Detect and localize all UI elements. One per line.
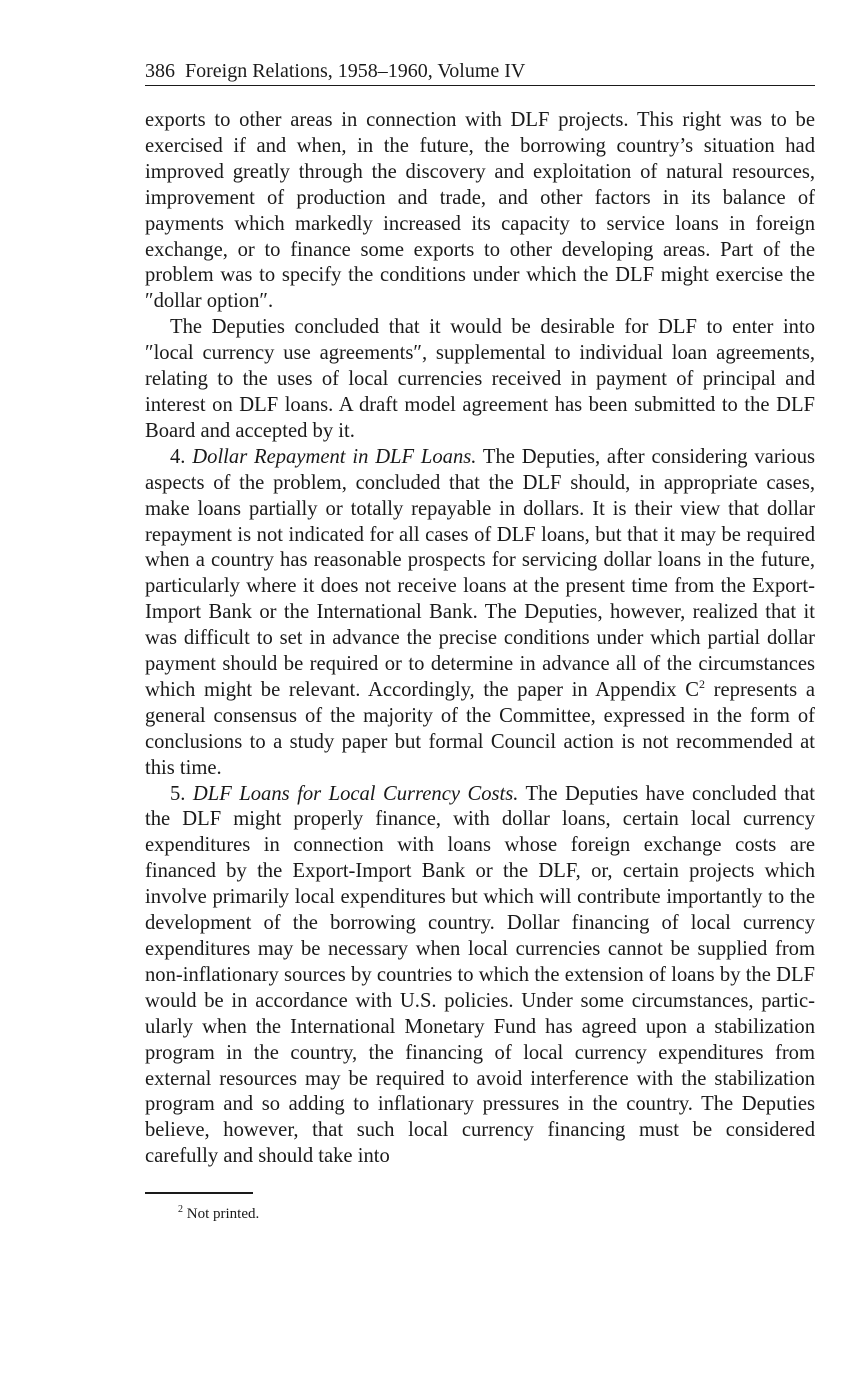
- document-page: [145, 58, 815, 1224]
- footnote: [178, 1204, 815, 1224]
- section-number: 5.: [170, 782, 186, 805]
- section-number: 4.: [170, 445, 186, 468]
- section-heading: DLF Loans for Local Currency Costs.: [192, 782, 519, 805]
- paragraph-local-currency-costs: [145, 782, 815, 1171]
- running-title: Foreign Relations, 1958–1960, Volume IV: [185, 60, 526, 82]
- page-number: 386: [145, 60, 175, 82]
- paragraph-text: represents a general consensus of the majority of the Committee, expressed in the form of conclusions to a study paper but formal Council action is not recommended at this time.: [145, 678, 815, 779]
- running-head: [145, 58, 815, 86]
- footnote-divider: [145, 1192, 253, 1194]
- paragraph-local-currency-agreements: The Deputies concluded that it would be desirable for DLF to enter into ″local currency use agreements″, supplemental to individual loan agreements, relating to the uses of local currencies received in payment of principal and interest on DLF loans. A draft model agreement has been submitted to the DLF Board and accepted by it.: [145, 316, 815, 442]
- footnote-text: Not printed.: [186, 1206, 260, 1223]
- paragraph-dollar-repayment: [145, 445, 815, 782]
- footnote-marker: 2: [178, 1204, 183, 1216]
- footnote-reference: 2: [698, 676, 705, 691]
- paragraph-text: The Deputies, after considering various aspects of the problem, concluded that the DLF should, in appropriate cases, make loans partially or totally repayable in dollars. It is their view that dollar repayment is not indicated for all cases of DLF loans, but that it may be required when a country has reasonable prospects for servicing dollar loans in the future, particularly where it does not receive loans at the present time from the Export-Import Bank or the International Bank. The Deputies, however, realized that it was difficult to set in advance the precise conditions under which partial dollar payment should be required or to determine in advance all of the circumstances which might be relevant. Accordingly, the paper in Appendix C: [145, 445, 816, 701]
- body-text: [145, 108, 815, 1170]
- section-heading: Dollar Repayment in DLF Loans.: [192, 445, 477, 468]
- paragraph-text: The Deputies have concluded that the DLF might properly finance, with dollar loans, certain local currency expenditures in connection with loans whose foreign exchange costs are financed by the Export-Import Bank or the DLF, or, certain projects which involve primarily local expenditures but which will contribute importantly to the development of the borrowing country. Dollar financing of local currency expenditures may be necessary when local currencies cannot be supplied from non-inflationary sources by countries to which the extension of loans by the DLF would be in accordance with U.S. policies. Under some circumstances, particularly when the International Monetary Fund has agreed upon a stabilization program in the country, the financing of local currency expenditures from external resources may be required to avoid interference with the stabilization program and so adding to inflationary pressures in the country. The Deputies believe, however, that such local currency financing must be considered carefully and should take into: [145, 782, 816, 1168]
- paragraph-continued: exports to other areas in connection with DLF projects. This right was to be exercised if and when, in the future, the borrowing country’s situation had improved greatly through the discovery and exploitation of natural resources, improvement of production and trade, and other factors in its balance of payments which markedly increased its capacity to service loans in foreign exchange, or to finance some exports to other developing areas. Part of the problem was to specify the conditions under which the DLF might exercise the ″dollar option″.: [145, 109, 815, 313]
